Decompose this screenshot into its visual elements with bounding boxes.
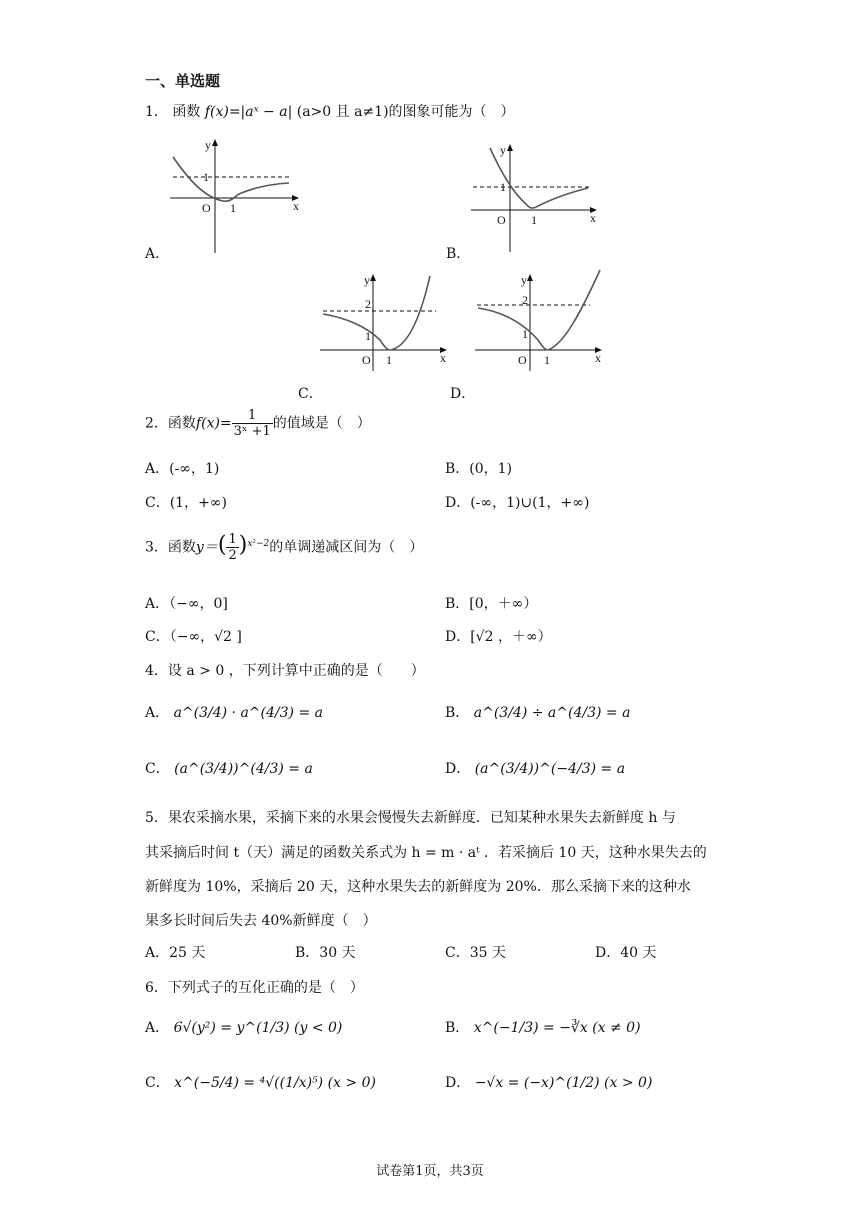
- option-label: C．: [145, 1075, 170, 1091]
- graph-b-x1: 1: [531, 213, 537, 227]
- option-label: C．: [145, 761, 170, 777]
- q4-option-a[interactable]: [145, 702, 323, 722]
- q3-option-d[interactable]: D．[√2 ，＋∞）: [445, 629, 552, 645]
- option-label: B．: [445, 705, 470, 721]
- option-label: D．: [445, 761, 471, 777]
- paren-open: (: [217, 532, 227, 558]
- graph-a-x-label: x: [293, 199, 299, 213]
- function-y: y＝: [195, 539, 218, 556]
- option-formula: a^(3/4) · a^(4/3) = a: [173, 705, 323, 721]
- option-label: D．: [445, 1075, 471, 1091]
- question-5-line-2: 其采摘后时间 t（天）满足的函数关系式为 h = m · aᵗ ．若采摘后 10 天，这种水果失去的: [145, 845, 707, 861]
- graph-option-b: [468, 140, 608, 255]
- option-c-label[interactable]: C．: [298, 386, 323, 402]
- question-5-line-3: 新鲜度为 10%，采摘后 20 天，这种水果失去的新鲜度为 20%．那么采摘下来的这种水: [145, 879, 691, 895]
- graph-a-origin: O: [202, 201, 211, 215]
- graph-c-x1: 1: [386, 353, 392, 367]
- option-b-label[interactable]: B．: [446, 246, 471, 262]
- paren-close: ): [238, 532, 248, 558]
- graph-b-y1: 1: [500, 180, 506, 194]
- question-text: 设 a > 0 ，下列计算中正确的是（ ）: [167, 663, 425, 679]
- fraction: [226, 532, 238, 563]
- exponent: x²−2: [247, 538, 270, 549]
- q3-option-a[interactable]: A．（−∞，0]: [145, 596, 228, 612]
- q5-option-a[interactable]: A．25 天: [145, 945, 206, 961]
- option-label: A．: [145, 1020, 170, 1036]
- option-label: A．: [145, 705, 170, 721]
- graph-c-origin: O: [362, 353, 371, 367]
- question-condition: (a>0 且 a≠1)的图象可能为（ ）: [296, 104, 515, 120]
- question-lead: 函数: [167, 415, 196, 432]
- q2-option-a[interactable]: A．(-∞，1): [145, 461, 220, 477]
- graph-a-x1: 1: [230, 201, 236, 215]
- q4-option-b[interactable]: [445, 702, 630, 722]
- graph-b-y-label: y: [500, 143, 506, 157]
- question-lead: 函数: [167, 539, 196, 556]
- graph-c-y1: 1: [365, 329, 371, 343]
- question-tail: 的值域是（ ）: [272, 415, 371, 432]
- q2-option-c[interactable]: C．(1，+∞): [145, 495, 227, 511]
- function-name: f(x)=: [195, 415, 232, 432]
- q6-option-b[interactable]: [445, 1017, 641, 1037]
- graph-d-y1: 1: [522, 327, 528, 341]
- graph-c-y-label: y: [364, 273, 370, 287]
- question-number: 2．: [145, 415, 168, 432]
- question-6-stem: [145, 977, 364, 997]
- graph-b-origin: O: [497, 213, 506, 227]
- graph-c-y2: 2: [365, 297, 371, 311]
- q6-option-a[interactable]: [145, 1017, 342, 1037]
- graph-a-y1: 1: [203, 170, 209, 184]
- option-formula: x^(−1/3) = −∛x (x ≠ 0): [473, 1020, 641, 1036]
- q6-option-d[interactable]: [445, 1072, 652, 1092]
- graph-option-d: [472, 268, 612, 373]
- graph-option-c: [318, 268, 458, 373]
- q3-option-b[interactable]: B．[0，＋∞）: [445, 596, 538, 612]
- fraction-denominator: 3ˣ +1: [233, 424, 271, 439]
- option-formula: (a^(3/4))^(−4/3) = a: [474, 761, 626, 777]
- q2-option-d[interactable]: D．(-∞，1)∪(1，+∞): [445, 495, 590, 511]
- graph-option-a: [165, 135, 305, 255]
- graph-a-y-label: y: [205, 138, 211, 152]
- option-formula: 6√(y²) = y^(1/3) (y < 0): [173, 1020, 343, 1036]
- option-a-label[interactable]: A．: [145, 246, 170, 262]
- option-formula: −√x = (−x)^(1/2) (x > 0): [474, 1075, 653, 1091]
- option-label: B．: [445, 1020, 470, 1036]
- fraction: [232, 408, 273, 439]
- q5-option-b[interactable]: B．30 天: [295, 945, 356, 961]
- fraction-numerator: 1: [232, 408, 273, 424]
- question-number: 4．: [145, 663, 168, 679]
- question-1-stem: [145, 101, 515, 121]
- q5-option-d[interactable]: D．40 天: [595, 945, 657, 961]
- question-number: 3．: [145, 539, 168, 556]
- graph-c-x-label: x: [440, 351, 446, 365]
- graph-d-x-label: x: [595, 351, 601, 365]
- question-4-stem: [145, 660, 425, 680]
- q5-option-c[interactable]: C．35 天: [445, 945, 506, 961]
- option-formula: (a^(3/4))^(4/3) = a: [174, 761, 313, 777]
- option-formula: x^(−5/4) = ⁴√((1/x)⁵) (x > 0): [174, 1075, 376, 1091]
- question-5-line-4: 果多长时间后失去 40%新鲜度（ ）: [145, 913, 377, 929]
- question-tail: 的单调递减区间为（ ）: [269, 539, 424, 556]
- question-number: 1．: [145, 104, 168, 120]
- graph-b-x-label: x: [590, 211, 596, 225]
- option-d-label[interactable]: D．: [450, 386, 476, 402]
- question-2-stem: [145, 408, 371, 439]
- question-text: 下列式子的互化正确的是（ ）: [167, 980, 364, 996]
- question-3-stem: [145, 532, 423, 563]
- fraction-numerator: 1: [228, 532, 237, 547]
- q2-option-b[interactable]: B．(0，1): [445, 461, 513, 477]
- question-formula: f(x)=|aˣ − a|: [204, 104, 293, 120]
- q3-option-c[interactable]: C．（−∞，√2 ]: [145, 629, 242, 645]
- fraction-denominator: 2: [228, 548, 237, 563]
- q4-option-d[interactable]: [445, 758, 625, 778]
- graph-d-origin: O: [518, 353, 527, 367]
- question-lead: 函数: [172, 104, 201, 120]
- question-5-line-1: 5．果农采摘水果，采摘下来的水果会慢慢失去新鲜度．已知某种水果失去新鲜度 h 与: [145, 810, 676, 826]
- q4-option-c[interactable]: [145, 758, 313, 778]
- question-number: 6．: [145, 980, 168, 996]
- q6-option-c[interactable]: [145, 1072, 376, 1092]
- option-formula: a^(3/4) ÷ a^(4/3) = a: [473, 705, 631, 721]
- graph-d-y-label: y: [521, 273, 527, 287]
- graph-d-x1: 1: [544, 353, 550, 367]
- graph-d-y2: 2: [522, 293, 528, 307]
- section-title: 一、单选题: [145, 72, 221, 90]
- page-footer: 试卷第1页，共3页: [376, 1164, 484, 1179]
